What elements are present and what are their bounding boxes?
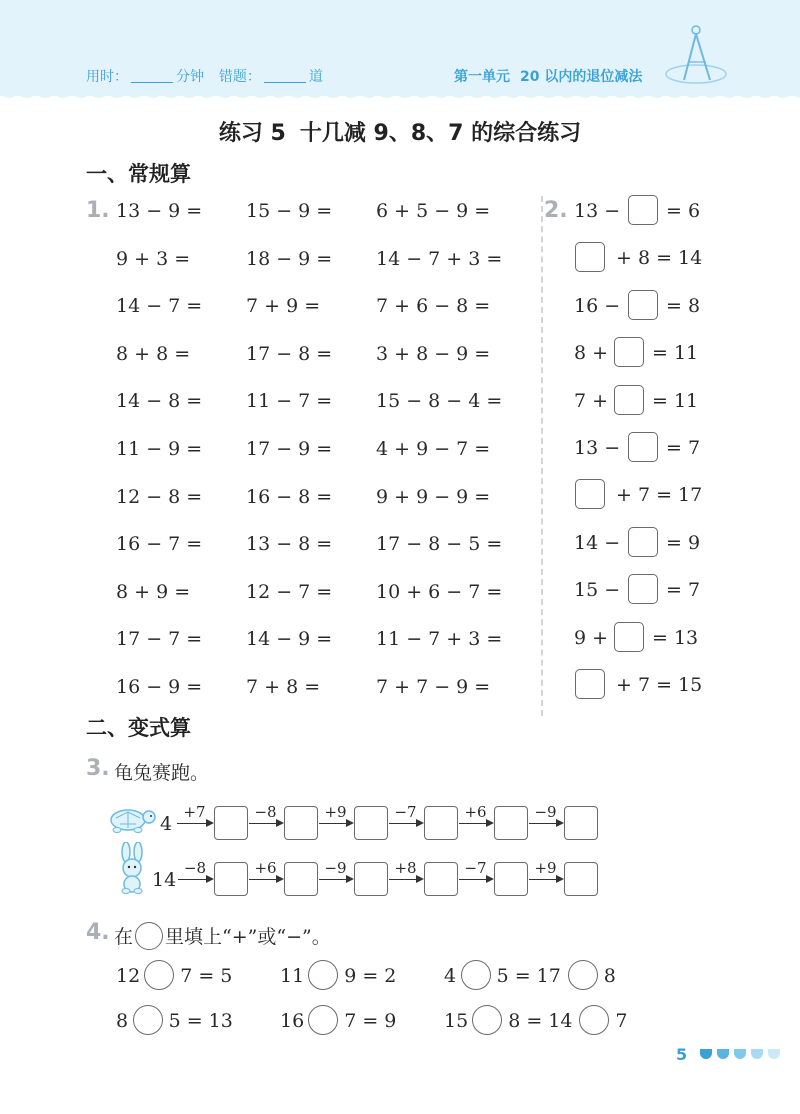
sign-circle[interactable] [308,960,338,990]
header-wave-border [0,84,800,102]
turtle-start-number: 4 [160,813,173,835]
equation[interactable]: 14 − 9 = [246,628,333,651]
equation-right: + 7 = 15 [616,674,703,696]
arrow [389,823,422,824]
equation[interactable]: 7 + 8 = [246,676,321,698]
errors-unit: 道 [308,69,323,85]
page-dot [751,1049,763,1059]
turtle-icon [106,804,158,834]
sign-circle[interactable] [568,960,598,990]
equation-right: = 7 [666,579,701,602]
equation[interactable]: 7 + 9 = [246,295,321,318]
equation[interactable]: 3 + 8 − 9 = [376,342,491,365]
equation-left: 15 − [574,579,621,602]
equation-right: = 11 [652,342,699,365]
equation[interactable]: 15 − 9 = [246,200,333,222]
operation-label: +9 [324,803,347,821]
answer-box[interactable] [564,862,598,896]
operand: 8 [603,965,616,987]
answer-box[interactable] [214,862,248,896]
equation[interactable]: 8 + 8 = [116,342,191,365]
question-number-4: 4. [86,920,110,945]
answer-box[interactable] [614,622,644,652]
equation[interactable]: 13 − 9 = [116,200,203,222]
equation[interactable]: 13 − 8 = [246,533,333,556]
errors-blank[interactable] [264,70,306,83]
operation-label: +9 [534,859,557,877]
arrow [529,879,562,880]
arrow [178,879,212,880]
answer-box[interactable] [628,195,658,225]
equation-right: = 7 [666,437,701,459]
expression: 7 = 5 [180,965,233,987]
operation-label: −9 [324,859,347,877]
equation[interactable]: 9 + 9 − 9 = [376,485,491,508]
equation[interactable]: 18 − 9 = [246,247,333,270]
rabbit-icon [114,842,150,894]
equation[interactable]: 7 + 6 − 8 = [376,295,491,318]
question-number-1: 1. [86,198,110,223]
equation-left: 13 − [574,200,621,222]
operation-label: −8 [183,859,207,877]
exercise-number: 练习 5 [218,121,286,146]
answer-box[interactable] [284,862,318,896]
time-unit: 分钟 [176,69,204,85]
section-heading-2: 二、变式算 [86,716,191,740]
equation[interactable]: 4 + 9 − 7 = [376,438,491,460]
equation-left: 13 − [574,437,621,459]
expression: 8 = 14 [508,1010,573,1032]
equation-right: = 13 [652,626,699,649]
operation-label: −7 [394,803,417,821]
operand: 7 [615,1010,628,1032]
expression: 7 = 9 [344,1010,397,1032]
equation[interactable]: 8 + 9 = [116,580,191,603]
arrow [529,823,562,824]
equation-right: = 6 [666,200,701,222]
q4-text-before: 在 [114,926,134,948]
answer-box[interactable] [628,527,658,557]
page-dot [700,1049,712,1059]
time-label: 用时： [86,69,128,85]
answer-box[interactable] [575,479,605,509]
sign-circle[interactable] [579,1005,609,1035]
equation[interactable]: 14 − 8 = [116,390,203,413]
operand: 15 [444,1010,469,1032]
answer-box[interactable] [628,290,658,320]
equation-left: 16 − [574,294,621,317]
equation-right: = 11 [652,389,699,412]
question-3-text: 龟兔赛跑。 [114,762,210,784]
equation-right: = 8 [666,294,701,317]
answer-box[interactable] [354,862,388,896]
time-blank[interactable] [131,70,173,83]
answer-box[interactable] [628,432,658,462]
equation[interactable]: 11 − 7 + 3 = [376,628,503,651]
equation[interactable]: 17 − 9 = [246,438,333,460]
time-errors-record [86,66,323,86]
operation-label: −9 [534,803,557,821]
answer-box[interactable] [628,574,658,604]
equation[interactable]: 17 − 8 = [246,342,333,365]
equation[interactable]: 16 − 8 = [246,485,333,508]
sign-circle[interactable] [144,960,174,990]
arrow [319,823,352,824]
expression: 9 = 2 [344,965,397,987]
unit-topic: 20 以内的退位减法 [520,69,643,85]
operation-label: +8 [394,859,417,877]
equation[interactable]: 6 + 5 − 9 = [376,200,491,222]
arrow [249,879,282,880]
equation[interactable]: 14 − 7 + 3 = [376,247,503,270]
page-dot [768,1049,780,1059]
operand: 12 [116,965,141,987]
equation[interactable]: 11 − 9 = [116,438,203,460]
page-dot [734,1049,746,1059]
operation-label: +6 [464,803,487,821]
sign-circle[interactable] [133,1005,163,1035]
operation-label: −7 [464,859,487,877]
operation-label: +7 [183,803,206,821]
column-divider [541,196,543,716]
equation-right: + 8 = 14 [616,247,703,270]
arrow [459,823,492,824]
page-dot [717,1049,729,1059]
answer-box[interactable] [575,669,605,699]
arrow [319,879,352,880]
exercise-title [0,116,800,147]
answer-box[interactable] [424,862,458,896]
question-4-text [114,922,331,950]
equation-right: = 9 [666,531,701,554]
equation[interactable]: 16 − 7 = [116,533,203,556]
equation[interactable]: 17 − 7 = [116,628,203,651]
arrow [177,823,212,824]
equation[interactable]: 16 − 9 = [116,676,203,698]
question-number-2: 2. [544,198,568,223]
operand: 4 [444,965,457,987]
expression: 5 = 17 [496,965,561,987]
operand: 16 [280,1010,305,1032]
equation-left: 7 + [574,389,609,412]
answer-box[interactable] [494,862,528,896]
question-number-3: 3. [86,756,110,781]
equation[interactable]: 14 − 7 = [116,295,203,318]
equation[interactable]: 12 − 7 = [246,580,333,603]
operation-label: +6 [254,859,277,877]
equation[interactable]: 9 + 3 = [116,247,191,270]
equation[interactable]: 15 − 8 − 4 = [376,390,503,413]
equation-right: + 7 = 17 [616,484,703,507]
equation-left: 9 + [574,626,609,649]
compass-icon [660,22,730,86]
equation[interactable]: 10 + 6 − 7 = [376,580,503,603]
sign-circle[interactable] [472,1005,502,1035]
operation-label: −8 [254,803,277,821]
equation[interactable]: 7 + 7 − 9 = [376,676,491,698]
answer-box[interactable] [424,806,458,840]
errors-label: 错题： [218,69,261,85]
section-heading-1: 一、常规算 [86,162,191,186]
sign-circle[interactable] [308,1005,338,1035]
answer-box[interactable] [614,337,644,367]
equation-left: 8 + [574,342,609,365]
arrow [459,879,492,880]
sample-circle [135,922,163,950]
rabbit-start-number: 14 [152,869,177,891]
answer-box[interactable] [575,242,605,272]
equation[interactable]: 11 − 7 = [246,390,333,413]
unit-label: 第一单元 [454,69,510,85]
sign-circle[interactable] [461,960,491,990]
arrow [249,823,282,824]
operand: 8 [116,1010,129,1032]
operand: 11 [280,965,305,987]
equation[interactable]: 17 − 8 − 5 = [376,533,503,556]
answer-box[interactable] [614,385,644,415]
answer-box[interactable] [284,806,318,840]
page-number: 5 [676,1045,688,1064]
unit-heading [454,66,642,86]
arrow [389,879,422,880]
answer-box[interactable] [354,806,388,840]
expression: 5 = 13 [168,1010,233,1032]
equation-left: 14 − [574,531,621,554]
answer-box[interactable] [214,806,248,840]
answer-box[interactable] [564,806,598,840]
exercise-topic: 十几减 9、8、7 的综合练习 [299,121,582,146]
answer-box[interactable] [494,806,528,840]
q4-text-after: 里填上“+”或“−”。 [165,926,331,948]
equation[interactable]: 12 − 8 = [116,485,203,508]
